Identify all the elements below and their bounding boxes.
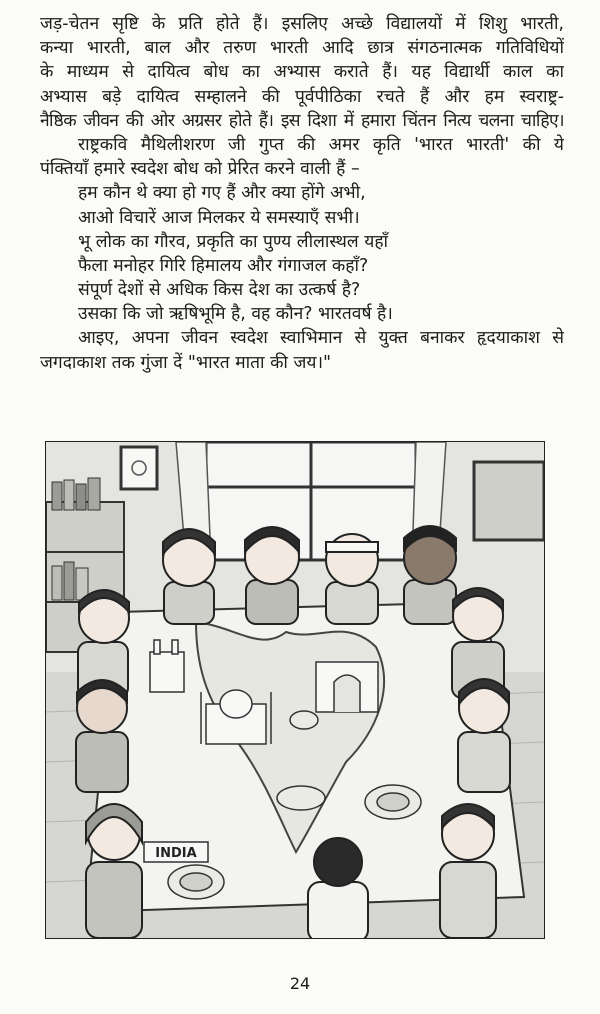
illustration-drawing [46,442,544,938]
text-line: जगदाकाश तक गुंजा दें "भारत माता की जय।" [40,352,332,373]
gateway-drawing [316,662,378,712]
india-label [144,842,208,862]
poem-line: उसका कि जो ऋषिभूमि है, वह कौन? भारतवर्ष है। [78,304,393,325]
framed-picture [121,447,157,489]
text-line: अभ्यास बड़े दायित्व सम्हालने की पूर्वपीठिका रचते हैं और हम स्वराष्ट्र- [40,86,564,107]
text-line: राष्ट्रकवि मैथिलीशरण जी गुप्त की अमर कृति 'भारत भारती' की ये [78,134,564,155]
text-line: आइए, अपना जीवन स्वदेश स्वाभिमान से युक्त बनाकर हृदयाकाश से [78,328,564,349]
child [440,804,496,938]
child [404,526,456,624]
text-line: जड़-चेतन सृष्टि के प्रति होते हैं। इसलिए अच्छे विद्यालयों में शिशु भारती, [40,14,564,34]
india-label-text: INDIA [155,846,197,861]
children-map-illustration [45,441,545,939]
child [245,527,299,624]
page-text [40,12,564,375]
text-line: पंक्तियाँ हमारे स्वदेश बोध को प्रेरित करने वाली हैं – [40,159,360,180]
poem-line: फैला मनोहर गिरि हिमालय और गंगाजल कहाँ? [78,255,369,276]
poem-line: हम कौन थे क्या हो गए हैं और क्या होंगे अभी, [78,183,366,204]
poem-line: संपूर्ण देशों से अधिक किस देश का उत्कर्ष है? [78,280,361,301]
poem-line: आओ विचारें आज मिलकर ये समस्याएँ सभी। [78,207,360,228]
text-line: के माध्यम से दायित्व बोध का अभ्यास कराते हैं। यह विद्यार्थी काल का [40,62,564,83]
child [308,838,368,938]
text-line: कन्या भारती, बाल और तरुण भारती आदि छात्र संगठनात्मक गतिविधियों [40,38,564,59]
child [76,680,128,792]
child [326,534,378,624]
text-line: नैष्ठिक जीवन की ओर अग्रसर होते हैं। इस दिशा में हमारा चिंतन नित्य चलना चाहिए। [40,110,564,131]
child [458,679,510,792]
child [86,804,142,938]
page-number: 24 [289,974,311,993]
notice-board [474,462,544,540]
poem-line: भू लोक का गौरव, प्रकृति का पुण्य लीलास्थल यहाँ [78,231,389,252]
window [206,442,416,560]
child [163,529,215,624]
